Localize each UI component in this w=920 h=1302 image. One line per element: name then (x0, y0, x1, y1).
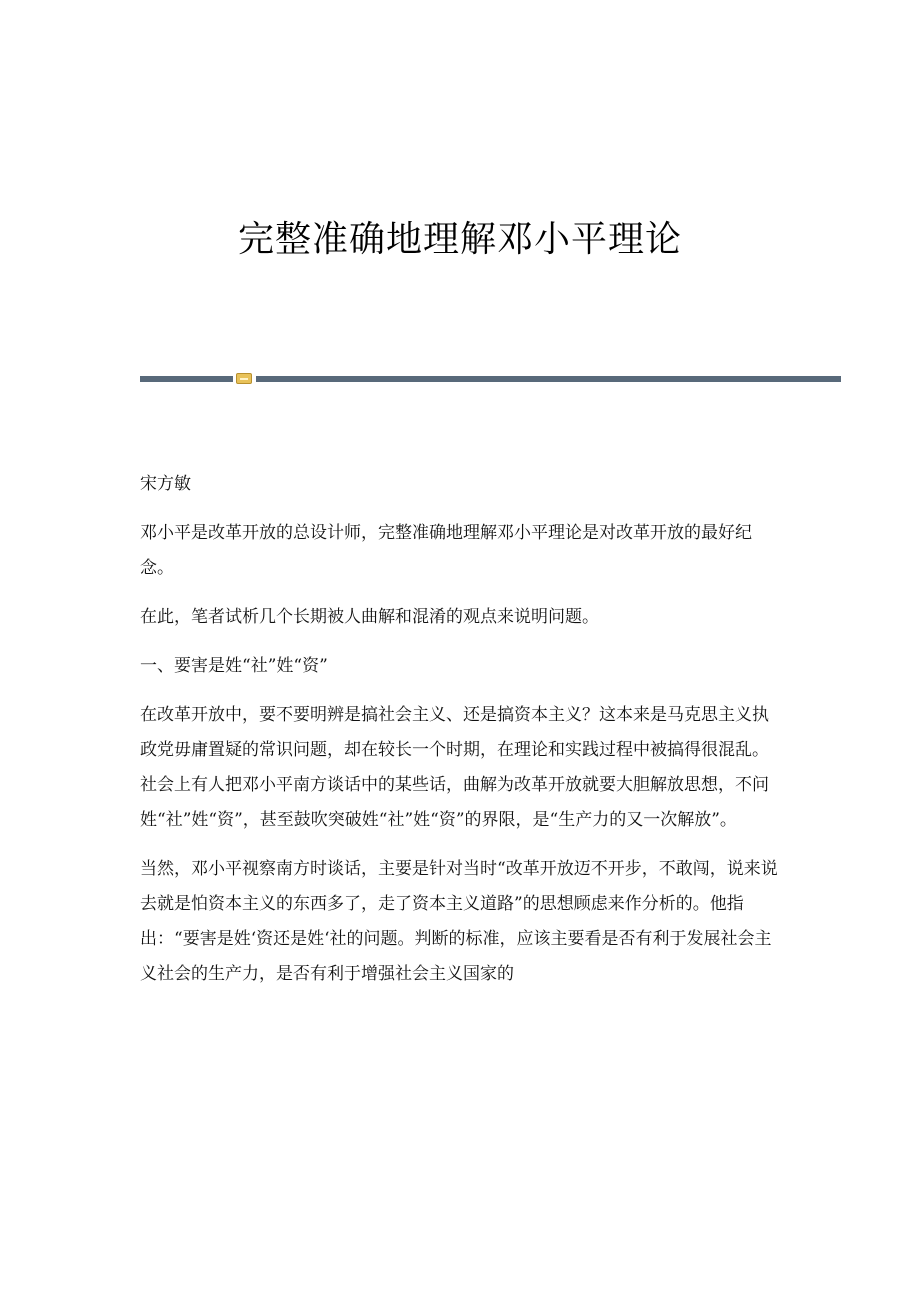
paragraph: 在改革开放中，要不要明辨是搞社会主义、还是搞资本主义？这本来是马克思主义执政党毋庸置疑的常识问题，却在较长一个时期，在理论和实践过程中被搞得很混乱。社会上有人把邓小平南方谈话中的某些话，曲解为改革开放就要大胆解放思想，不问姓“社”姓“资”，甚至鼓吹突破姓“社”姓“资”的界限，是“生产力的又一次解放”。 (140, 705, 769, 830)
author-line: 宋方敏 (140, 474, 191, 494)
section-heading: 一、要害是姓“社”姓“资” (140, 656, 328, 676)
paragraph: 当然，邓小平视察南方时谈话，主要是针对当时“改革开放迈不开步，不敢闯，说来说去就是怕资本主义的东西多了，走了资本主义道路”的思想顾虑来作分析的。他指出：“要害是姓‘资还是姓‘社的问题。判断的标准，应该主要看是否有利于发展社会主义社会的生产力，是否有利于增强社会主义国家的 (140, 859, 778, 984)
title-divider (140, 373, 841, 385)
divider-emblem-icon (236, 373, 252, 384)
document-body (140, 467, 780, 1006)
document-title: 完整准确地理解邓小平理论 (237, 219, 682, 260)
paragraph: 邓小平是改革开放的总设计师，完整准确地理解邓小平理论是对改革开放的最好纪念。 (140, 523, 752, 578)
divider-left-bar (140, 376, 233, 382)
paragraph: 在此，笔者试析几个长期被人曲解和混淆的观点来说明问题。 (140, 607, 599, 627)
divider-right-bar (256, 376, 841, 382)
